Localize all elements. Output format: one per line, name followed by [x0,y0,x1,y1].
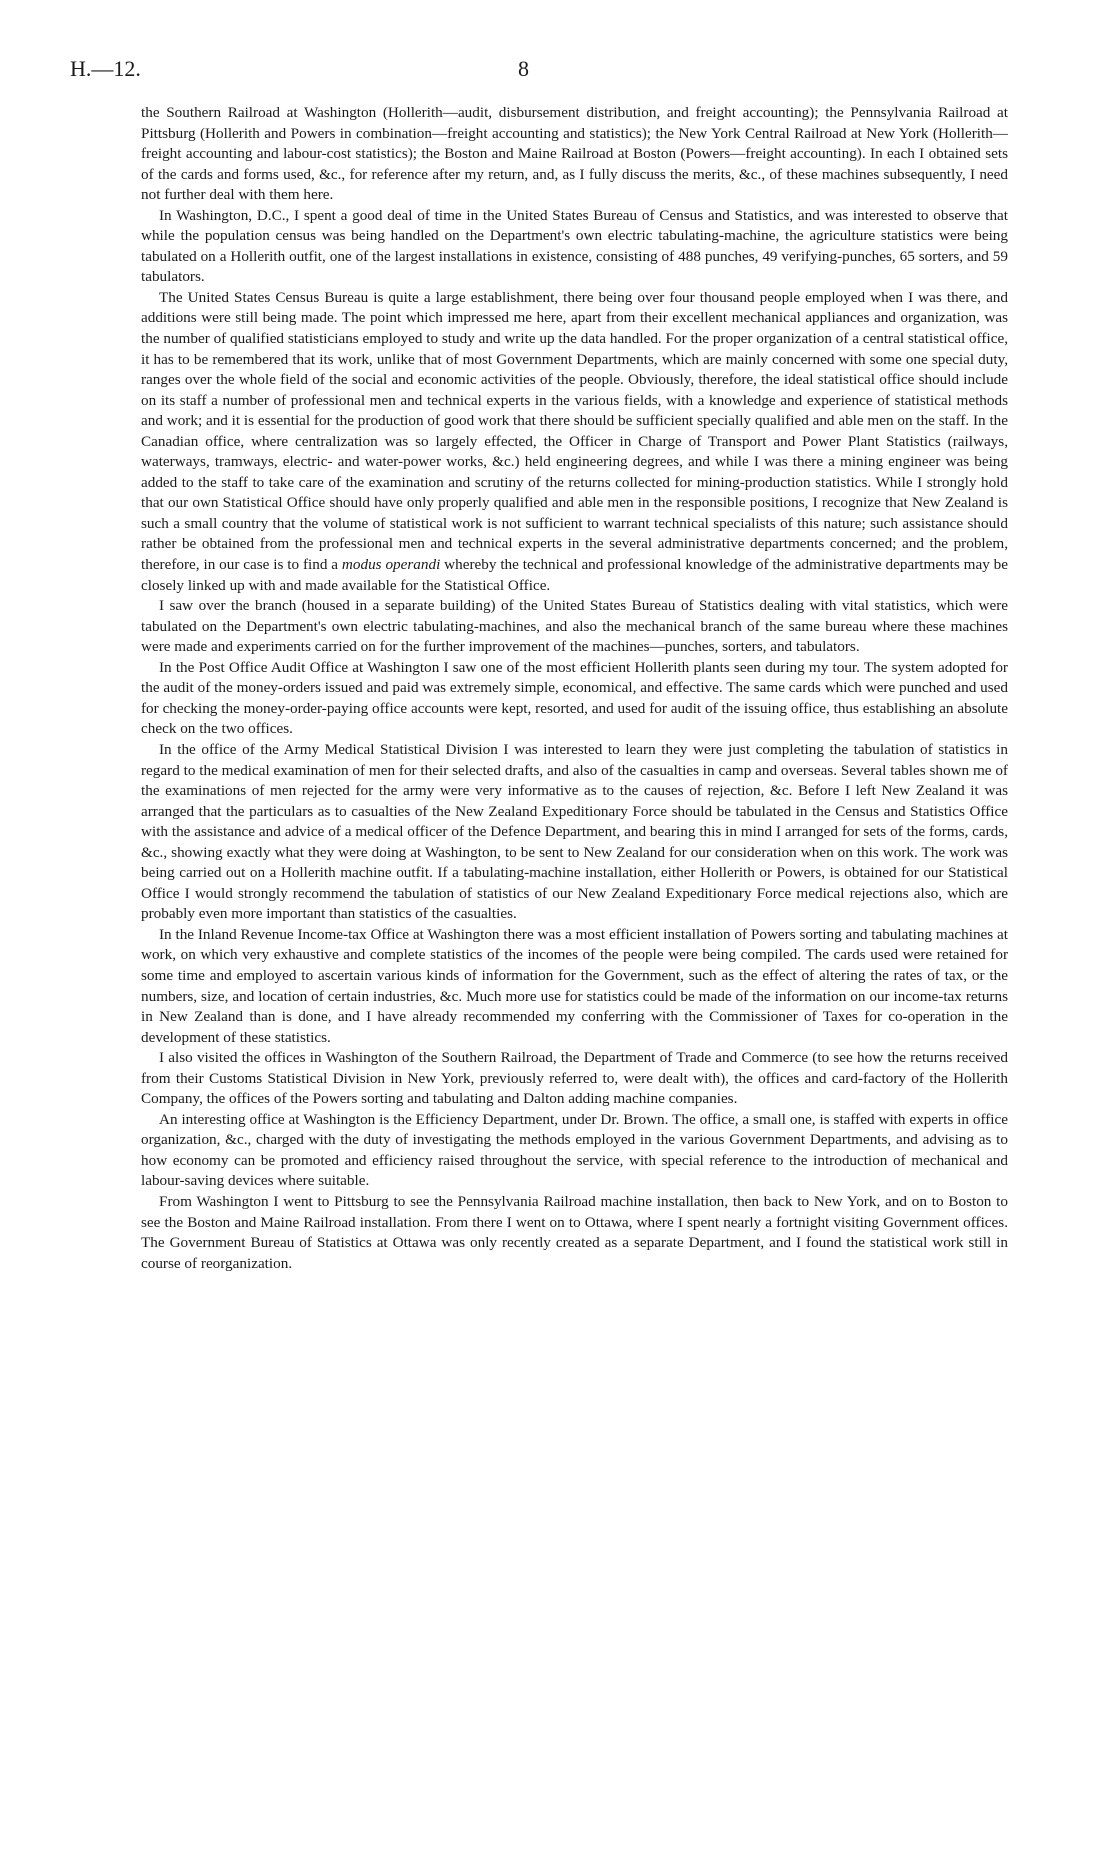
body-text [141,103,1008,1274]
paragraph-7: In the Inland Revenue Income-tax Office at Washington there was a most efficient installation of Powers sorting and tabulating machines at work, on which very exhaustive and complete statistics of the incomes of the people were being compiled. The cards used were retained for some time and employed to ascertain various kinds of information for the Government, such as the effect of altering the rates of tax, or the numbers, size, and location of certain industries, &c. Much more use for statistics could be made of the information on our income-tax returns in New Zealand than is done, and I have already recommended my conferring with the Commissioner of Taxes for co-operation in the development of these statistics. [141,925,1008,1046]
paragraph-8: I also visited the offices in Washington of the Southern Railroad, the Department of Trade and Commerce (to see how the returns received from their Customs Statistical Division in New York, previously referred to, were dealt with), the offices and card-factory of the Hollerith Company, the offices of the Powers sorting and tabulating and Dalton adding machine companies. [141,1049,1008,1108]
paragraph-3-italic-phrase: modus operandi [341,556,441,574]
paragraph-3-text-after: whereby the technical and professional knowledge of the administrative departments may be closely linked up with and made available for the Statistical Office. [141,556,1009,594]
paragraph-1: the Southern Railroad at Washington (Hollerith—audit, disbursement distribution, and freight accounting); the Pennsylvania Railroad at Pittsburg (Hollerith and Powers in combination—freight accounting and statistics); the New York Central Railroad at New York (Hollerith—freight accounting and labour-cost statistics); the Boston and Maine Railroad at Boston (Powers—freight accounting). In each I obtained sets of the cards and forms used, &c., for reference after my return, and, as I fully discuss the merits, &c., of these machines subsequently, I need not further deal with them here. [141,104,1008,204]
paragraph-10: From Washington I went to Pittsburg to see the Pennsylvania Railroad machine installation, then back to New York, and on to Boston to see the Boston and Maine Railroad installation. From there I went on to Ottawa, where I spent nearly a fortnight visiting Government offices. The Government Bureau of Statistics at Ottawa was only recently created as a separate Department, and I found the statistical work still in course of reorganization. [141,1192,1008,1272]
page-number: 8 [518,56,529,81]
paragraph-2: In Washington, D.C., I spent a good deal of time in the United States Bureau of Census and Statistics, and was interested to observe that while the population census was being handled on the Department's own electric tabulating-machine, the agriculture statistics were being tabulated on a Hollerith outfit, one of the largest installations in existence, consisting of 488 punches, 49 verifying-punches, 65 sorters, and 59 tabulators. [141,206,1008,286]
paragraph-5: In the Post Office Audit Office at Washington I saw one of the most efficient Hollerith plants seen during my tour. The system adopted for the audit of the money-orders issued and paid was extremely simple, economical, and effective. The same cards which were punched and used for checking the money-order-paying office accounts were kept, resorted, and used for audit of the issuing office, thus establishing an absolute check on the two offices. [141,658,1008,738]
paragraph-9: An interesting office at Washington is the Efficiency Department, under Dr. Brown. The office, a small one, is staffed with experts in office organization, &c., charged with the duty of investigating the methods employed in the various Government Departments, and advising as to how economy can be promoted and efficiency raised throughout the service, with special reference to the introduction of mechanical and labour-saving devices where suitable. [141,1110,1008,1190]
paragraph-6: In the office of the Army Medical Statistical Division I was interested to learn they were just completing the tabulation of statistics in regard to the medical examination of men for their selected drafts, and also of the casualties in camp and overseas. Several tables shown me of the examinations of men rejected for the army were very informative as to the causes of rejection, &c. Before I left New Zealand it was arranged that the particulars as to casualties of the New Zealand Expeditionary Force should be tabulated in the Census and Statistics Office with the assistance and advice of a medical officer of the Defence Department, and bearing this in mind I arranged for sets of the forms, cards, &c., showing exactly what they were doing at Washington, to be sent to New Zealand for our consideration when on this work. The work was being carried out on a Hollerith machine outfit. If a tabulating-machine installation, either Hollerith or Powers, is obtained for our Statistical Office I would strongly recommend the tabulation of statistics of our New Zealand Expeditionary Force medical rejections also, which are probably even more important than statistics of the casualties. [141,740,1008,923]
paragraph-4: I saw over the branch (housed in a separate building) of the United States Bureau of Statistics dealing with vital statistics, which were tabulated on the Department's own electric tabulating-machines, and also the mechanical branch of the same bureau where these machines were made and experiments carried on for the further improvement of the machines—punches, sorters, and tabulators. [141,597,1008,656]
paragraph-3 [141,288,1008,596]
page-header [70,56,1010,88]
document-reference: H.—12. [70,56,141,81]
paragraph-3-text: The United States Census Bureau is quite a large establishment, there being over four thousand people employed when I was there, and additions were still being made. The point which impressed me here, apart from their excellent mechanical appliances and organization, was the number of qualified statisticians employed to study and write up the data handled. For the proper organization of a central statistical office, it has to be remembered that its work, unlike that of most Government Departments, which are mainly concerned with some one special duty, ranges over the whole field of the social and economic activities of the people. Obviously, therefore, the ideal statistical office should include on its staff a number of professional men and technical experts in the various fields, with a knowledge and experience of statistical methods and work; and it is essential for the production of good work that there should be sufficient specially qualified and able men on the staff. In the Canadian office, where centralization was so largely effected, the Officer in Charge of Transport and Power Plant Statistics (railways, waterways, tramways, electric- and water-power works, &c.) held engineering degrees, and while I was there a mining engineer was being added to the staff to take care of the examination and scrutiny of the returns collected for mining-production statistics. While I strongly hold that our own Statistical Office should have only properly qualified and able men in the responsible positions, I recognize that New Zealand is such a small country that the volume of statistical work is not sufficient to warrant technical specialists of this nature; such assistance should rather be obtained from the professional men and technical experts in the several administrative departments concerned; and the problem, therefore, in our case is to find a [141,288,1009,574]
